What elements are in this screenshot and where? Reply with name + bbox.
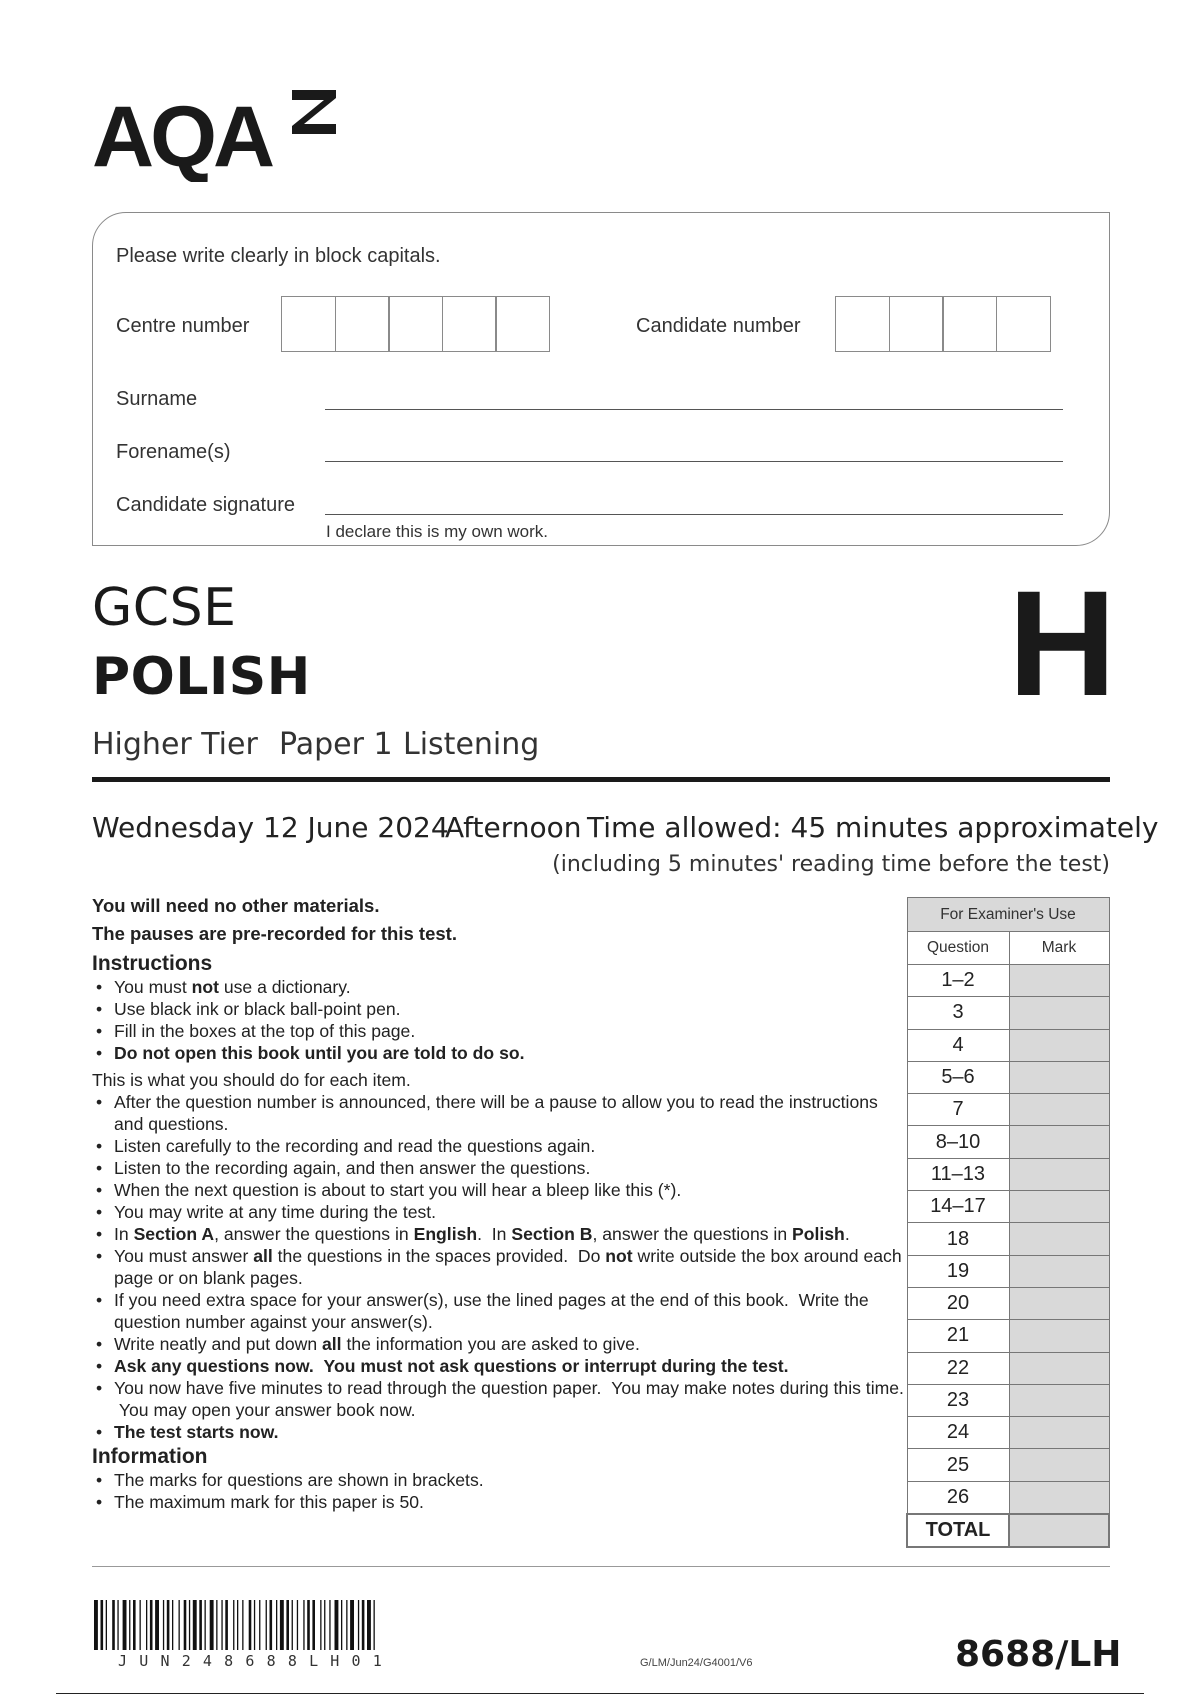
time-allowed: Time allowed: 45 minutes approximately xyxy=(587,811,1159,844)
list-item: • Fill in the boxes at the top of this page. xyxy=(92,1020,904,1042)
question-number-cell: 23 xyxy=(907,1384,1009,1416)
list-item: • The maximum mark for this paper is 50. xyxy=(92,1491,904,1513)
list-item: • Write neatly and put down all the information you are asked to give. xyxy=(92,1333,904,1355)
barcode-bar xyxy=(193,1600,197,1650)
declaration-text: I declare this is my own work. xyxy=(326,522,549,541)
barcode-bar xyxy=(112,1600,115,1650)
barcode-bar xyxy=(210,1600,214,1650)
forenames-field[interactable] xyxy=(325,461,1063,462)
signature-field[interactable] xyxy=(325,514,1063,515)
surname-field[interactable] xyxy=(325,409,1063,410)
pauses-note: The pauses are pre-recorded for this test. xyxy=(92,923,457,944)
list-item: • When the next question is about to start you will hear a bleep like this (*). xyxy=(92,1179,904,1201)
question-number-cell: 21 xyxy=(907,1320,1009,1352)
barcode-bar xyxy=(189,1600,190,1650)
barcode-bar xyxy=(335,1600,339,1650)
instructions-heading: Instructions xyxy=(92,952,213,975)
barcode-bar xyxy=(358,1600,359,1650)
qualification-title: GCSE xyxy=(92,578,237,638)
instructions-section xyxy=(92,892,904,1513)
barcode-bar xyxy=(146,1600,147,1650)
barcode-bar xyxy=(140,1600,141,1650)
barcode-bar xyxy=(163,1600,164,1650)
table-row xyxy=(907,1158,1109,1190)
mark-cell[interactable] xyxy=(1009,1255,1109,1287)
centre-digit-box[interactable] xyxy=(442,296,497,352)
question-number-cell: 11–13 xyxy=(907,1158,1009,1190)
barcode-bar xyxy=(155,1600,159,1650)
reading-time-note: (including 5 minutes' reading time before the test) xyxy=(552,852,1110,877)
list-item: • You may write at any time during the test. xyxy=(92,1201,904,1223)
candidate-number-field[interactable] xyxy=(835,296,1051,352)
mark-cell[interactable] xyxy=(1009,1481,1109,1514)
barcode-bar xyxy=(367,1600,371,1650)
barcode-bar xyxy=(184,1600,187,1650)
mark-cell[interactable] xyxy=(1009,1158,1109,1190)
page-bottom-rule xyxy=(56,1693,1144,1694)
candidate-digit-box[interactable] xyxy=(996,296,1051,352)
tier-label: Higher Tier xyxy=(92,727,258,762)
total-mark-cell[interactable] xyxy=(1009,1514,1109,1547)
barcode-bar xyxy=(133,1600,136,1650)
barcode-bar xyxy=(374,1600,375,1650)
barcode-bar xyxy=(329,1600,330,1650)
block-capitals-instruction: Please write clearly in block capitals. xyxy=(116,245,441,267)
table-row xyxy=(907,1352,1109,1384)
barcode-bar xyxy=(225,1600,228,1650)
table-row xyxy=(907,1384,1109,1416)
barcode-bar xyxy=(280,1600,284,1650)
mark-cell[interactable] xyxy=(1009,1384,1109,1416)
examiners-use-heading: For Examiner's Use xyxy=(907,898,1109,932)
mark-cell[interactable] xyxy=(1009,1223,1109,1255)
subject-title: POLISH xyxy=(92,647,311,707)
barcode-bar xyxy=(312,1600,315,1650)
list-item: • After the question number is announced, there will be a pause to allow you to read the instructions and questions. xyxy=(92,1091,904,1135)
signature-label: Candidate signature xyxy=(116,494,296,516)
table-row xyxy=(907,1255,1109,1287)
surname-label: Surname xyxy=(116,388,198,410)
barcode-bar xyxy=(172,1600,173,1650)
total-label: TOTAL xyxy=(907,1514,1009,1547)
centre-digit-box[interactable] xyxy=(335,296,390,352)
mark-cell[interactable] xyxy=(1009,1191,1109,1223)
barcode-bar xyxy=(266,1600,267,1650)
mark-cell[interactable] xyxy=(1009,1449,1109,1481)
barcode-bar xyxy=(199,1600,202,1650)
list-item: • Do not open this book until you are told to do so. xyxy=(92,1042,904,1064)
item-intro: This is what you should do for each item. xyxy=(92,1070,411,1090)
barcode-bar xyxy=(216,1600,217,1650)
barcode-text: JUN248688LH01 xyxy=(118,1652,394,1670)
question-number-cell: 1–2 xyxy=(907,965,1009,997)
barcode-bar xyxy=(117,1600,118,1650)
information-heading: Information xyxy=(92,1445,208,1468)
barcode-bar xyxy=(237,1600,238,1650)
table-row xyxy=(907,1320,1109,1352)
centre-digit-box[interactable] xyxy=(388,296,443,352)
table-row xyxy=(907,1094,1109,1126)
materials-note: You will need no other materials. xyxy=(92,895,380,916)
general-instructions-list xyxy=(92,976,904,1064)
candidate-digit-box[interactable] xyxy=(889,296,944,352)
question-number-cell: 18 xyxy=(907,1223,1009,1255)
barcode-bar xyxy=(270,1600,273,1650)
barcode-bar xyxy=(276,1600,277,1650)
table-row xyxy=(907,1449,1109,1481)
list-item: • In Section A, answer the questions in English. In Section B, answer the questions in Polish. xyxy=(92,1223,904,1245)
exam-date: Wednesday 12 June 2024 xyxy=(92,811,449,844)
table-row xyxy=(907,1061,1109,1093)
list-item: • Listen carefully to the recording and read the questions again. xyxy=(92,1135,904,1157)
barcode-bar xyxy=(205,1600,206,1650)
barcode-bar xyxy=(242,1600,243,1650)
barcode-bar xyxy=(292,1600,293,1650)
examiners-use-table xyxy=(906,897,1110,1548)
question-number-cell: 19 xyxy=(907,1255,1009,1287)
paper-code: 8688/LH xyxy=(955,1634,1122,1675)
candidate-digit-box[interactable] xyxy=(942,296,997,352)
mark-cell[interactable] xyxy=(1009,1094,1109,1126)
question-number-cell: 26 xyxy=(907,1481,1009,1514)
barcode-bar xyxy=(179,1600,180,1650)
mark-cell[interactable] xyxy=(1009,1126,1109,1158)
tier-letter: H xyxy=(1008,559,1117,727)
mark-column-header: Mark xyxy=(1009,932,1109,965)
question-number-cell: 4 xyxy=(907,1029,1009,1061)
barcode-bar xyxy=(129,1600,130,1650)
barcode-bar xyxy=(249,1600,252,1650)
barcode-bar xyxy=(350,1600,354,1650)
table-row xyxy=(907,1191,1109,1223)
mark-cell[interactable] xyxy=(1009,1061,1109,1093)
question-number-cell: 14–17 xyxy=(907,1191,1009,1223)
barcode-bar xyxy=(94,1600,98,1650)
barcode-bar xyxy=(324,1600,325,1650)
candidate-number-label: Candidate number xyxy=(636,315,801,337)
component-label: Listening xyxy=(403,727,540,762)
barcode-bar xyxy=(167,1600,170,1650)
list-item: • The marks for questions are shown in brackets. xyxy=(92,1469,904,1491)
table-row xyxy=(907,997,1109,1029)
barcode xyxy=(94,1600,506,1652)
table-row xyxy=(907,965,1109,997)
list-item: • If you need extra space for your answer(s), use the lined pages at the end of this book. Write the question number against your answer(s). xyxy=(92,1289,904,1333)
barcode-bar xyxy=(150,1600,153,1650)
barcode-bar xyxy=(106,1600,107,1650)
table-row xyxy=(907,1287,1109,1319)
barcode-bar xyxy=(123,1600,127,1650)
mark-cell[interactable] xyxy=(1009,997,1109,1029)
footer-divider xyxy=(92,1566,1110,1567)
centre-number-label: Centre number xyxy=(116,315,250,337)
total-row xyxy=(907,1514,1109,1547)
barcode-bar xyxy=(362,1600,365,1650)
barcode-bar xyxy=(297,1600,298,1650)
barcode-bar xyxy=(101,1600,104,1650)
mark-cell[interactable] xyxy=(1009,1029,1109,1061)
barcode-bar xyxy=(346,1600,347,1650)
question-number-cell: 8–10 xyxy=(907,1126,1009,1158)
barcode-bar xyxy=(286,1600,289,1650)
title-divider xyxy=(92,777,1110,782)
barcode-bar xyxy=(320,1600,321,1650)
table-row xyxy=(907,1126,1109,1158)
mark-cell[interactable] xyxy=(1009,1417,1109,1449)
document-reference: G/LM/Jun24/G4001/V6 xyxy=(640,1657,753,1669)
barcode-bar xyxy=(233,1600,234,1650)
barcode-bar xyxy=(303,1600,304,1650)
mark-cell[interactable] xyxy=(1009,1320,1109,1352)
list-item: • You now have five minutes to read through the question paper. You may make notes during this time. You may open your answer book now. xyxy=(92,1377,904,1421)
barcode-bar xyxy=(307,1600,310,1650)
table-row xyxy=(907,1223,1109,1255)
table-row xyxy=(907,1029,1109,1061)
question-number-cell: 3 xyxy=(907,997,1009,1029)
question-number-cell: 7 xyxy=(907,1094,1009,1126)
barcode-bar xyxy=(341,1600,342,1650)
barcode-bar xyxy=(259,1600,260,1650)
list-item: • Ask any questions now. You must not ask questions or interrupt during the test. xyxy=(92,1355,904,1377)
table-row xyxy=(907,1481,1109,1514)
list-item: • Use black ink or black ball-point pen. xyxy=(92,998,904,1020)
candidate-digit-box[interactable] xyxy=(835,296,890,352)
item-instructions-list xyxy=(92,1091,904,1443)
question-column-header: Question xyxy=(907,932,1009,965)
list-item: • Listen to the recording again, and then answer the questions. xyxy=(92,1157,904,1179)
svg-text:AQA: AQA xyxy=(92,89,272,182)
question-number-cell: 22 xyxy=(907,1352,1009,1384)
centre-number-field[interactable] xyxy=(281,296,550,352)
question-number-cell: 24 xyxy=(907,1417,1009,1449)
barcode-bar xyxy=(221,1600,222,1650)
centre-digit-box[interactable] xyxy=(495,296,550,352)
information-list xyxy=(92,1469,904,1513)
question-number-cell: 20 xyxy=(907,1287,1009,1319)
paper-label: Paper 1 xyxy=(279,727,393,762)
centre-digit-box[interactable] xyxy=(281,296,336,352)
exam-session: Afternoon xyxy=(445,811,582,844)
question-number-cell: 25 xyxy=(907,1449,1009,1481)
list-item: • You must not use a dictionary. xyxy=(92,976,904,998)
list-item: • You must answer all the questions in the spaces provided. Do not write outside the box around each page or on blank pages. xyxy=(92,1245,904,1289)
list-item: • The test starts now. xyxy=(92,1421,904,1443)
table-row xyxy=(907,1417,1109,1449)
aqa-logo xyxy=(92,86,362,182)
mark-cell[interactable] xyxy=(1009,1352,1109,1384)
mark-cell[interactable] xyxy=(1009,1287,1109,1319)
mark-cell[interactable] xyxy=(1009,965,1109,997)
question-number-cell: 5–6 xyxy=(907,1061,1009,1093)
forenames-label: Forename(s) xyxy=(116,441,231,463)
barcode-bar xyxy=(254,1600,255,1650)
